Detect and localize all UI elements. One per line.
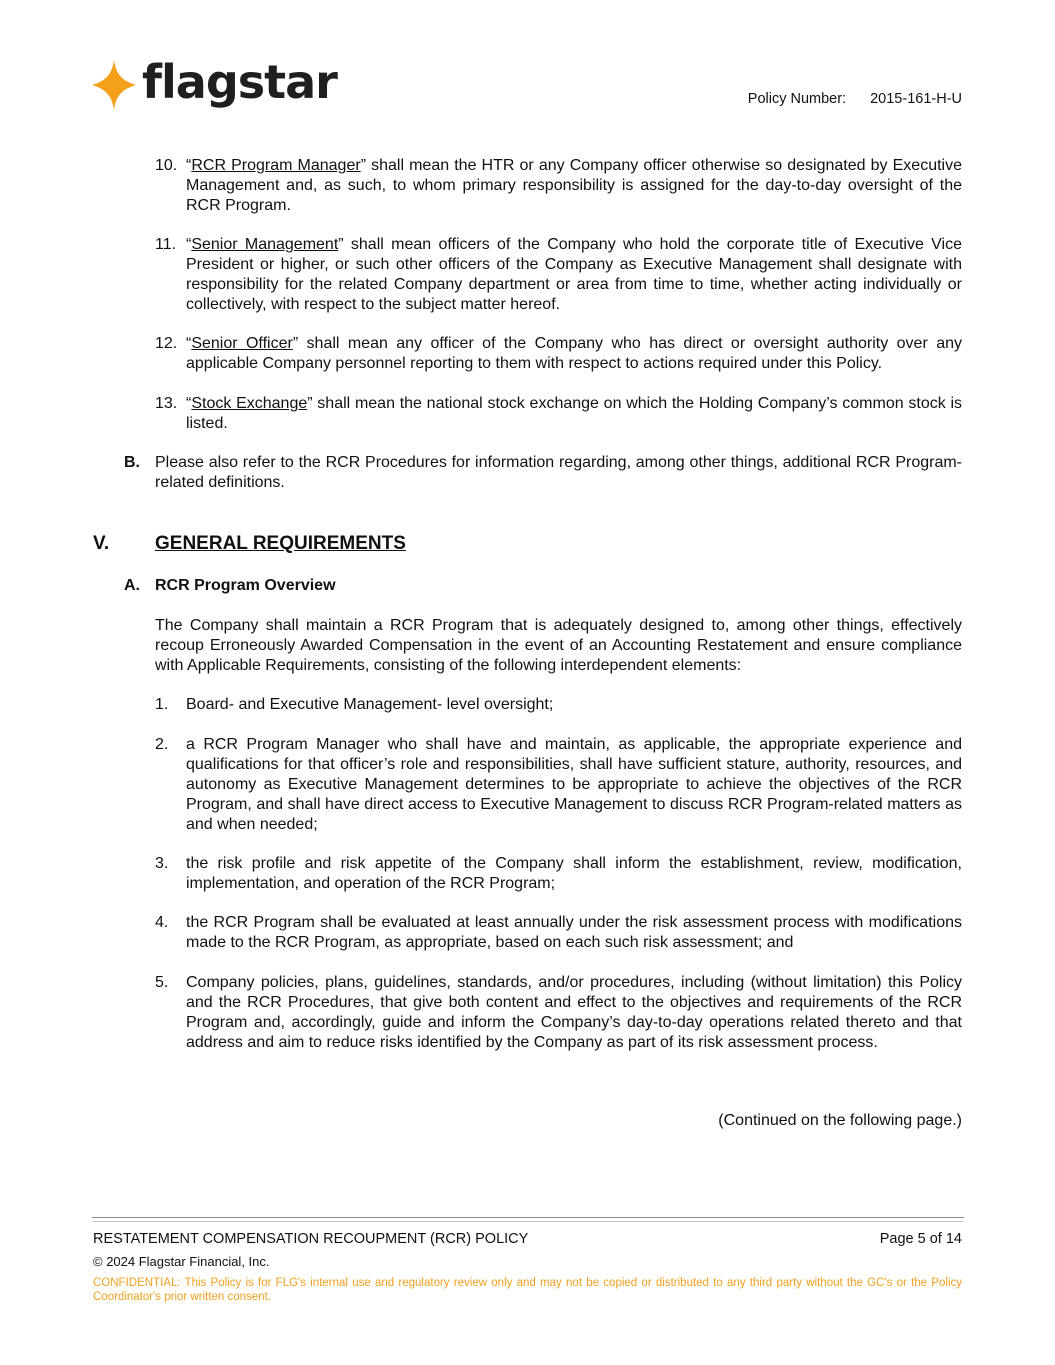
defined-term: Senior Officer	[191, 335, 293, 352]
definition-number: 10.	[155, 157, 178, 174]
defined-term: Stock Exchange	[191, 395, 308, 412]
footer-confidential-notice: CONFIDENTIAL: This Policy is for FLG's internal use and regulatory review only and may not be copied or distributed to any third party without the GC's or the Policy Coordinator's prior written consent.	[93, 1277, 962, 1303]
definition-item: 12. “Senior Officer” shall mean any officer of the Company who has direct or oversight authority over any applicable Company personnel reporting to them with respect to actions required under this Policy.	[155, 335, 962, 372]
section-b-text: Please also refer to the RCR Procedures for information regarding, among other things, additional RCR Program-related definitions.	[155, 454, 962, 491]
definition-item: 10. “RCR Program Manager” shall mean the HTR or any Company officer otherwise so designated by Executive Management and, as such, to whom primary responsibility is assigned for the day-to-day oversight of the RCR Program.	[155, 157, 962, 214]
logo-text: flagstar	[142, 55, 337, 109]
footer-policy-title: RESTATEMENT COMPENSATION RECOUPMENT (RCR) POLICY	[93, 1231, 529, 1247]
policy-number	[748, 91, 962, 107]
policy-number-label: Policy Number:	[747, 91, 847, 107]
list-item: 2. a RCR Program Manager who shall have and maintain, as applicable, the appropriate experience and qualifications for that officer’s role and responsibilities, shall have sufficient stature, authority, resources, and autonomy as Executive Management determines to be appropriate to achieve the objectives of the RCR Program, and shall have direct access to Executive Management to discuss RCR Program-related matters as and when needed;	[155, 736, 962, 833]
definition-item: 11. “Senior Management” shall mean officers of the Company who hold the corporate title of Executive Vice President or higher, or such other officers of the Company as Executive Management shall designate with responsibility for the related Company department or area from time to time, whether acting individually or collectively, with respect to the subject matter hereof.	[155, 236, 963, 313]
footer-copyright: © 2024 Flagstar Financial, Inc.	[93, 1254, 270, 1269]
subsection-a-label: A.	[124, 577, 140, 594]
list-item-number: 4.	[155, 914, 169, 931]
list-item: 3. the risk profile and risk appetite of the Company shall inform the establishment, review, modification, implementation, and operation of the RCR Program;	[155, 855, 962, 892]
definition-number: 11.	[155, 236, 177, 253]
section-v-title: GENERAL REQUIREMENTS	[155, 533, 406, 554]
list-item: 1. Board- and Executive Management- level oversight;	[155, 696, 554, 713]
definition-item: 13. “Stock Exchange” shall mean the national stock exchange on which the Holding Company’s common stock is listed.	[155, 395, 963, 432]
list-item: 4. the RCR Program shall be evaluated at least annually under the risk assessment process with modifications made to the RCR Program, as appropriate, based on each such risk assessment; and	[155, 914, 962, 951]
section-b	[124, 453, 962, 493]
list-item-number: 2.	[155, 736, 169, 753]
definition-number: 13.	[155, 395, 178, 412]
section-v-label: V.	[93, 533, 110, 554]
section-b-label: B.	[124, 454, 140, 471]
flagstar-logo	[92, 55, 337, 110]
footer-divider-secondary	[92, 1221, 964, 1222]
list-item-number: 5.	[155, 974, 169, 991]
definition-number: 12.	[155, 335, 178, 352]
footer-divider	[92, 1217, 964, 1218]
list-item-number: 3.	[155, 855, 169, 872]
continued-note: (Continued on the following page.)	[718, 1112, 962, 1129]
footer-page-number: Page 5 of 14	[879, 1231, 962, 1247]
policy-number-value: 2015-161-H-U	[870, 91, 962, 107]
defined-term: RCR Program Manager	[191, 157, 361, 174]
program-overview-intro: The Company shall maintain a RCR Program that is adequately designed to, among other things, effectively recoup Erroneously Awarded Compensation in the event of an Accounting Restatement and ensure compliance with Applicable Requirements, consisting of the following interdependent elements:	[155, 617, 962, 674]
defined-term: Senior Management	[191, 236, 339, 253]
list-item: 5. Company policies, plans, guidelines, standards, and/or procedures, including (without limitation) this Policy and the RCR Procedures, that give both content and effect to the objectives and requirements of the RCR Program and, accordingly, guide and inform the Company’s day-to-day operations related thereto and that address and aim to reduce risks identified by the Company as part of its risk assessment process.	[155, 974, 962, 1051]
subsection-a-title: RCR Program Overview	[155, 577, 336, 594]
star-icon	[92, 60, 136, 110]
list-item-number: 1.	[155, 696, 169, 713]
